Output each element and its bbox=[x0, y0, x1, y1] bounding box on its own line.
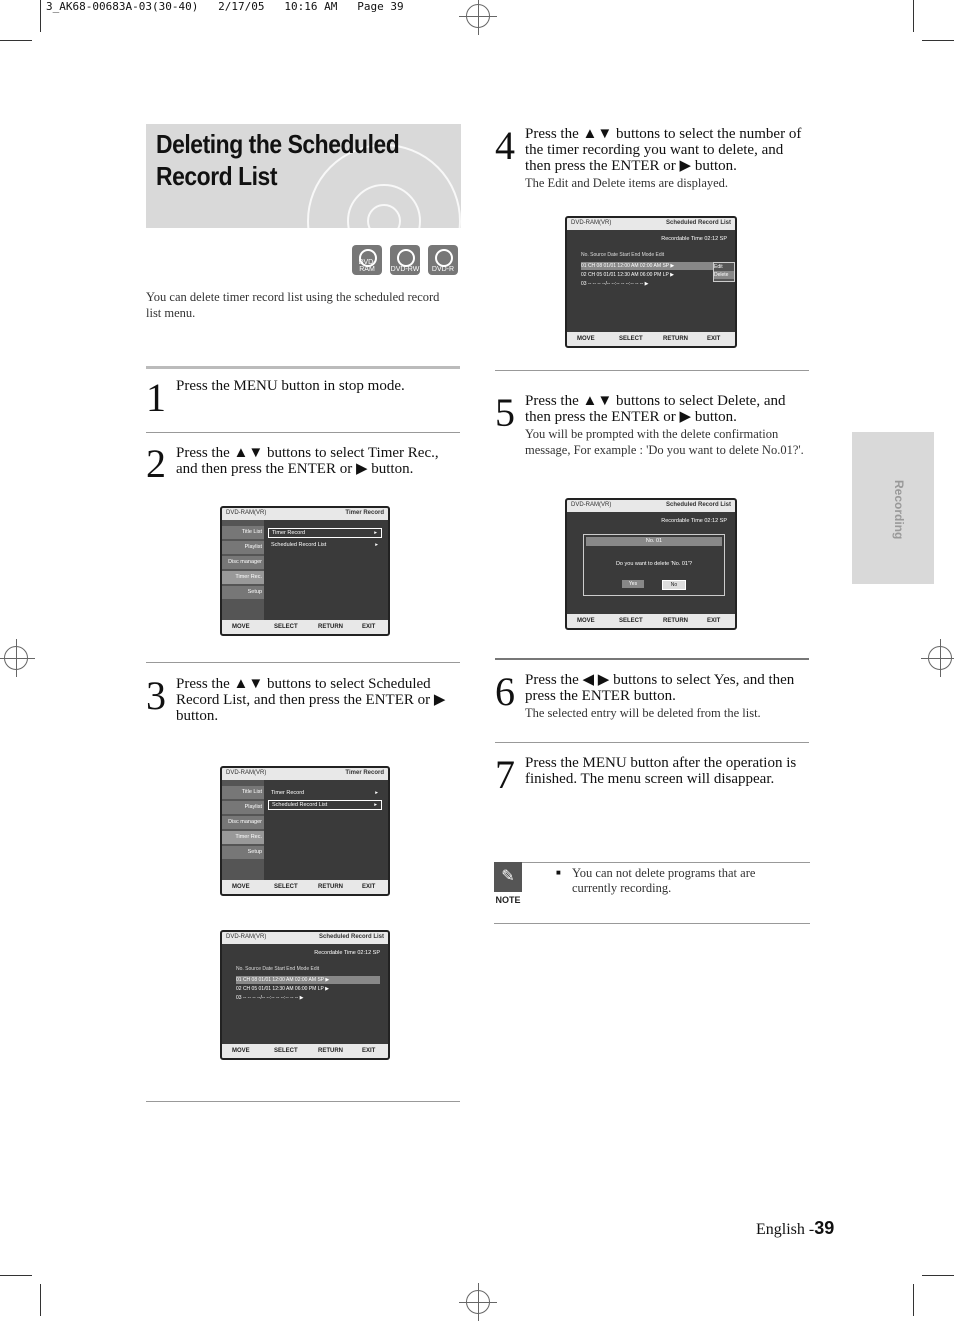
step-number: 4 bbox=[495, 123, 515, 168]
registration-mark bbox=[466, 1290, 490, 1314]
yes-button: Yes bbox=[622, 580, 644, 588]
step-subtext: The Edit and Delete items are displayed. bbox=[525, 176, 729, 190]
crop-mark bbox=[0, 1275, 32, 1276]
no-button: No bbox=[662, 580, 686, 590]
title-banner bbox=[146, 124, 461, 228]
note-text: You can not delete programs that are currently recording. bbox=[572, 866, 756, 895]
page-title: Deleting the Scheduled Record List bbox=[156, 129, 400, 191]
divider bbox=[494, 923, 810, 924]
step-text: Press the ◀ ▶ buttons to select Yes, and then press the ENTER button. bbox=[525, 672, 795, 704]
step-text: Press the ▲▼ buttons to select the number of the timer recording you want to delete, and then press the ENTER or ▶ button. bbox=[525, 126, 802, 174]
divider bbox=[495, 742, 809, 743]
step-text: Press the MENU button in stop mode. bbox=[176, 378, 405, 394]
divider bbox=[495, 658, 809, 660]
divider bbox=[146, 1101, 460, 1102]
crop-mark bbox=[913, 1284, 914, 1316]
divider bbox=[146, 432, 460, 433]
divider bbox=[146, 366, 460, 369]
pencil-icon: ✎ bbox=[494, 862, 522, 892]
menu-screen: DVD-RAM(VR) Timer Record Title List Playlist Disc manager Timer Rec. Setup Timer Record ▸ Scheduled Record List ▸ MOVE SELECT RETURN EXIT bbox=[220, 506, 390, 636]
confirm-screen: DVD-RAM(VR) Scheduled Record List Recordable Time 02:12 SP No. 01 Do you want to delete 'No. 01'? Yes No MOVE SELECT RETURN EXIT bbox=[565, 498, 737, 630]
list-screen: DVD-RAM(VR) Scheduled Record List Recordable Time 02:12 SP No. Source Date Start End Mode Edit 01 CH 08 01/01 12:00 AM 02:00 AM SP ▶ 02 CH 05 01/01 12:30 AM 06:00 PM LP ▶ 03 -- -- -- --/-- --:-- -- --:-- -- -- ▶ Edit Delete MOVE SELECT RETURN EXIT bbox=[565, 216, 737, 348]
step-text: Press the ▲▼ buttons to select Scheduled Record List, and then press the ENTER or ▶ button. bbox=[176, 676, 446, 724]
crop-mark bbox=[40, 1284, 41, 1316]
bullet-icon: ■ bbox=[556, 868, 561, 877]
step-number: 7 bbox=[495, 752, 515, 797]
step-text: Press the ▲▼ buttons to select Timer Rec., and then press the ENTER or ▶ button. bbox=[176, 445, 439, 477]
crop-mark bbox=[922, 40, 954, 41]
print-slug: 3_AK68-00683A-03(30-40) 2/17/05 10:16 AM Page 39 bbox=[46, 0, 404, 13]
divider bbox=[494, 862, 810, 863]
divider bbox=[146, 662, 460, 663]
intro-text: You can delete timer record list using the scheduled record list menu. bbox=[146, 290, 440, 320]
step-number: 3 bbox=[146, 673, 166, 718]
dvd-ram-badge: DVD-RAM bbox=[352, 245, 382, 275]
menu-screen: DVD-RAM(VR) Timer Record Title List Playlist Disc manager Timer Rec. Setup Timer Record ▸ Scheduled Record List ▸ MOVE SELECT RETURN EXIT bbox=[220, 766, 390, 896]
step-text: Press the MENU button after the operation is finished. The menu screen will disappear. bbox=[525, 755, 797, 787]
step-number: 1 bbox=[146, 375, 166, 420]
crop-mark bbox=[0, 40, 32, 41]
section-tab: Recording bbox=[852, 432, 934, 584]
step-subtext: The selected entry will be deleted from the list. bbox=[525, 706, 761, 720]
registration-mark bbox=[4, 646, 28, 670]
step-number: 6 bbox=[495, 669, 515, 714]
crop-mark bbox=[913, 0, 914, 32]
crop-mark bbox=[40, 0, 41, 32]
step-number: 2 bbox=[146, 441, 166, 486]
page-number: English -39 bbox=[756, 1218, 835, 1238]
dvd-r-badge: DVD-R bbox=[428, 245, 458, 275]
step-subtext: You will be prompted with the delete confirmation message, For example : 'Do you want to delete No.01?'. bbox=[525, 427, 804, 457]
confirm-dialog: No. 01 Do you want to delete 'No. 01'? Yes No bbox=[583, 534, 725, 596]
note-label: NOTE bbox=[495, 895, 521, 905]
list-screen: DVD-RAM(VR) Scheduled Record List Recordable Time 02:12 SP No. Source Date Start End Mode Edit 01 CH 08 01/01 12:00 AM 02:00 AM SP ▶ 02 CH 05 01/01 12:30 AM 06:00 PM LP ▶ 03 -- -- -- --/-- --:-- -- --:-- -- -- ▶ MOVE SELECT RETURN EXIT bbox=[220, 930, 390, 1060]
dvd-rw-badge: DVD-RW bbox=[390, 245, 420, 275]
step-text: Press the ▲▼ buttons to select Delete, and then press the ENTER or ▶ button. bbox=[525, 393, 786, 425]
registration-mark bbox=[466, 4, 490, 28]
registration-mark bbox=[928, 646, 952, 670]
divider bbox=[495, 370, 809, 371]
crop-mark bbox=[922, 1275, 954, 1276]
step-number: 5 bbox=[495, 390, 515, 435]
